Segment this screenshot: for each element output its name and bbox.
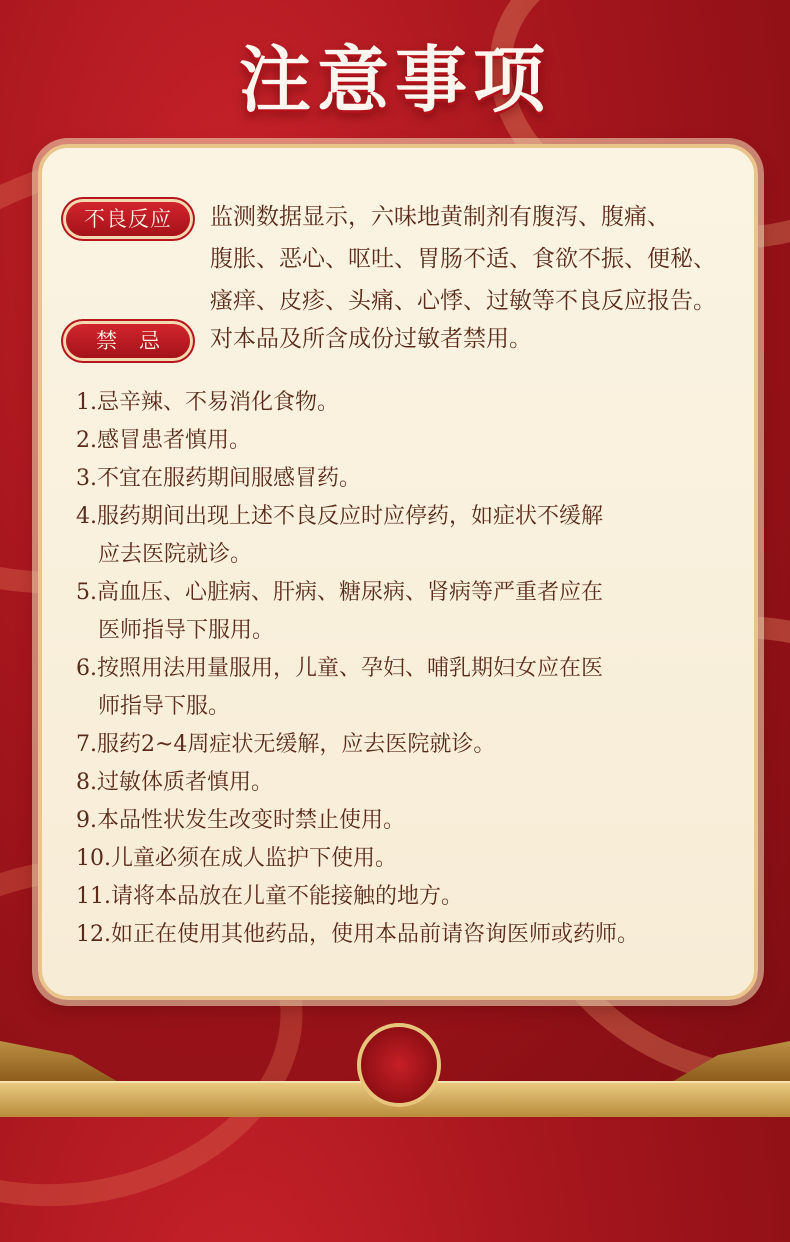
adverse-line: 监测数据显示，六味地黄制剂有腹泻、腹痛、 (210, 204, 670, 230)
adverse-line: 腹胀、恶心、呕吐、胃肠不适、食欲不振、便秘、 (210, 246, 716, 272)
list-item: 4.服药期间出现上述不良反应时应停药，如症状不缓解 应去医院就诊。 (76, 504, 603, 567)
list-item: 7.服药2~4周症状无缓解，应去医院就诊。 (76, 732, 496, 757)
adverse-line: 瘙痒、皮疹、头痛、心悸、过敏等不良反应报告。 (210, 288, 716, 314)
list-item: 12.如正在使用其他药品，使用本品前请咨询医师或药师。 (76, 922, 639, 947)
notes-list (76, 384, 736, 954)
list-item: 9.本品性状发生改变时禁止使用。 (76, 808, 405, 833)
list-item: 1.忌辛辣、不易消化食物。 (76, 390, 339, 415)
list-item: 5.高血压、心脏病、肝病、糖尿病、肾病等严重者应在 医师指导下服用。 (76, 580, 603, 643)
adverse-reaction-badge: 不良反应 (66, 202, 190, 236)
page-title: 注意事项 (238, 38, 551, 122)
list-item: 3.不宜在服药期间服感冒药。 (76, 466, 361, 491)
list-item: 10.儿童必须在成人监护下使用。 (76, 846, 397, 871)
list-item: 8.过敏体质者慎用。 (76, 770, 273, 795)
list-item: 11.请将本品放在儿童不能接触的地方。 (76, 884, 463, 909)
contraindication-text: 对本品及所含成份过敏者禁用。 (210, 326, 532, 352)
list-item: 2.感冒患者慎用。 (76, 428, 251, 453)
decor-seal-emblem (357, 1023, 441, 1107)
list-item: 6.按照用法用量服用，儿童、孕妇、哺乳期妇女应在医 师指导下服。 (76, 656, 603, 719)
adverse-reaction-text (210, 196, 750, 322)
contraindication-badge: 禁忌 (66, 324, 190, 358)
